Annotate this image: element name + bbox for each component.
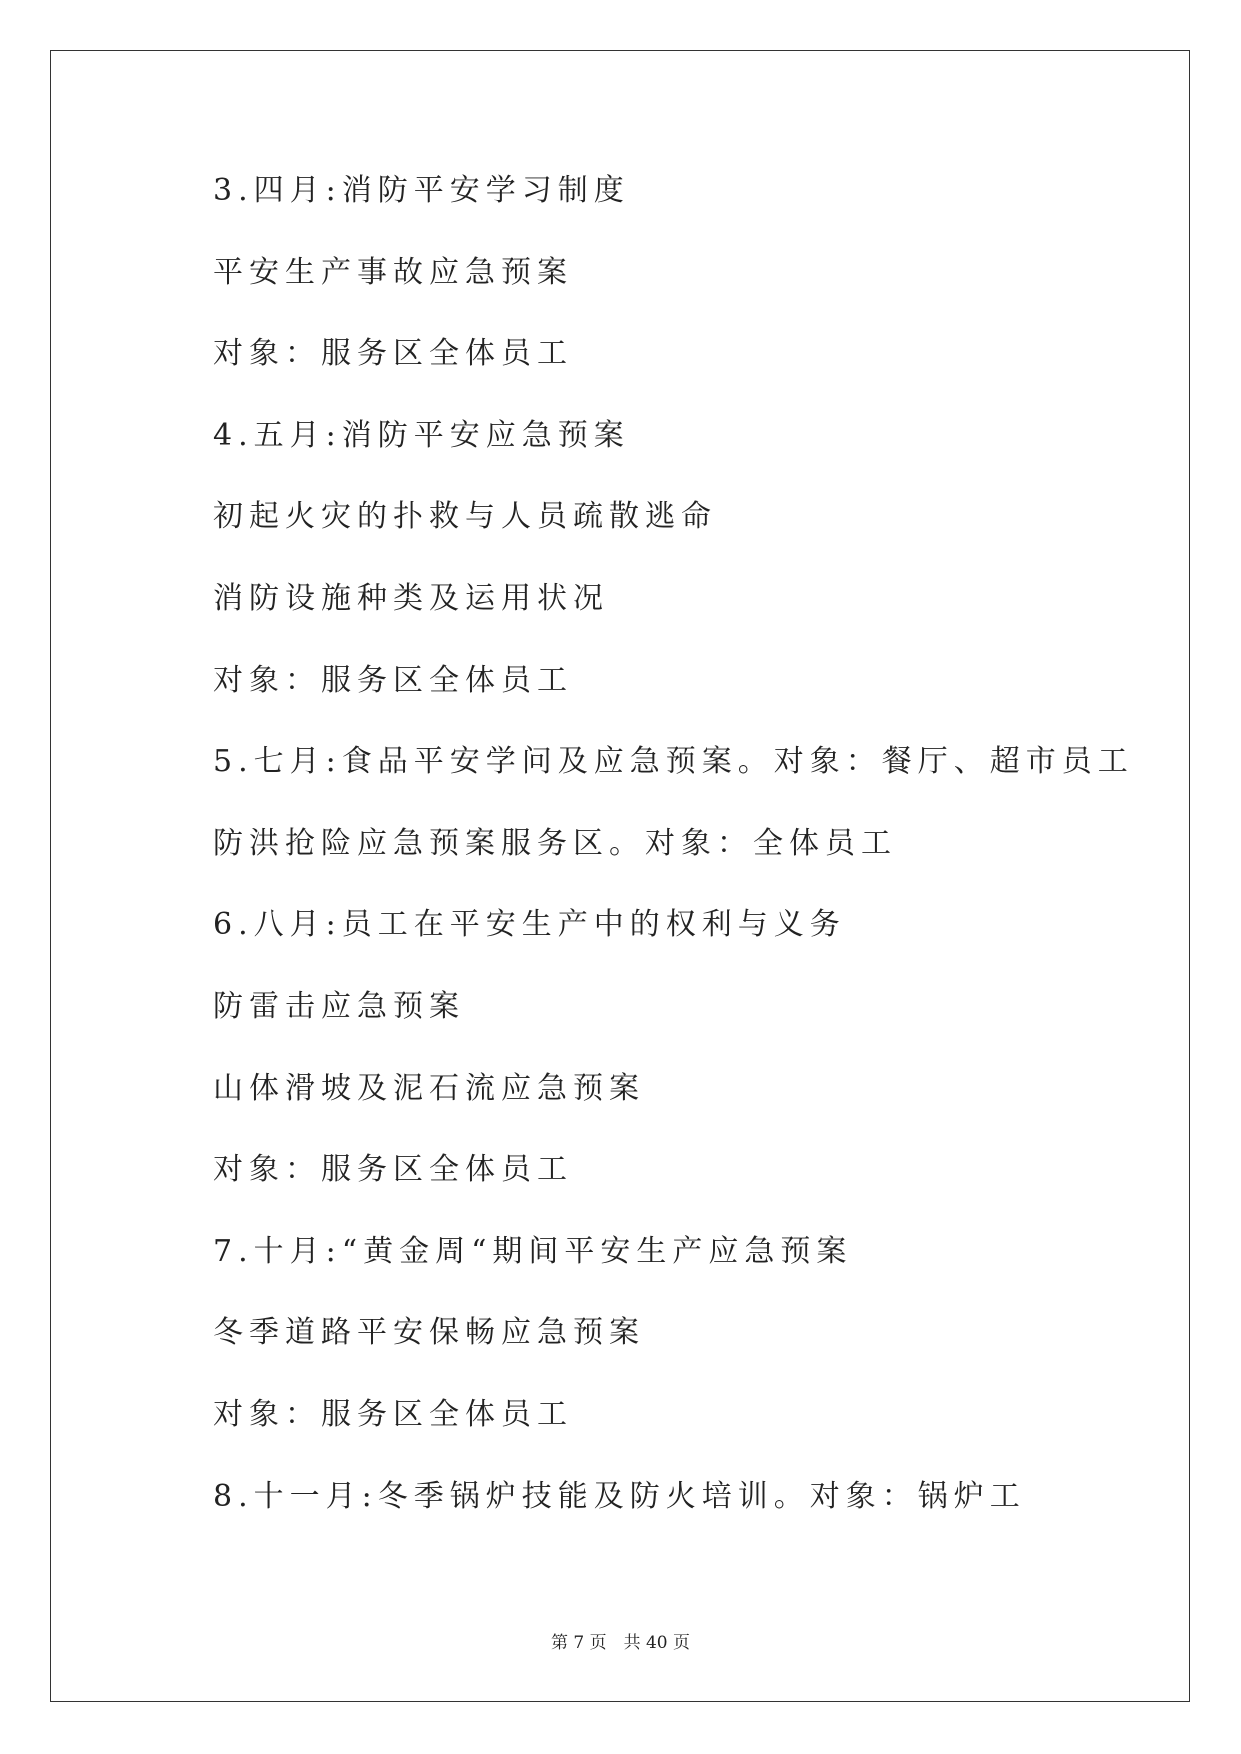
body-line: 防洪抢险应急预案服务区。对象：全体员工 <box>213 825 897 861</box>
body-line: 对象：服务区全体员工 <box>213 1152 573 1188</box>
document-body <box>213 165 1134 1552</box>
body-line: 8.十一月:冬季锅炉技能及防火培训。对象：锅炉工 <box>213 1478 1026 1514</box>
body-line: 防雷击应急预案 <box>213 988 465 1024</box>
body-line: 对象：服务区全体员工 <box>213 662 573 698</box>
body-line: 对象：服务区全体员工 <box>213 1396 573 1432</box>
body-line: 7.十月:“黄金周“期间平安生产应急预案 <box>213 1233 853 1269</box>
body-line: 消防设施种类及运用状况 <box>213 580 609 616</box>
body-line: 4.五月:消防平安应急预案 <box>213 417 630 453</box>
body-line: 山体滑坡及泥石流应急预案 <box>213 1070 645 1106</box>
body-line: 3.四月:消防平安学习制度 <box>213 173 630 208</box>
body-line: 对象：服务区全体员工 <box>213 336 573 372</box>
body-line: 6.八月:员工在平安生产中的权利与义务 <box>213 907 846 943</box>
page-number: 第 7 页 共 40 页 <box>550 1633 691 1653</box>
body-line: 平安生产事故应急预案 <box>213 254 573 290</box>
body-line: 5.七月:食品平安学问及应急预案。对象：餐厅、超市员工 <box>213 744 1134 780</box>
body-line: 冬季道路平安保畅应急预案 <box>213 1315 645 1351</box>
body-line: 初起火灾的扑救与人员疏散逃命 <box>213 499 717 535</box>
